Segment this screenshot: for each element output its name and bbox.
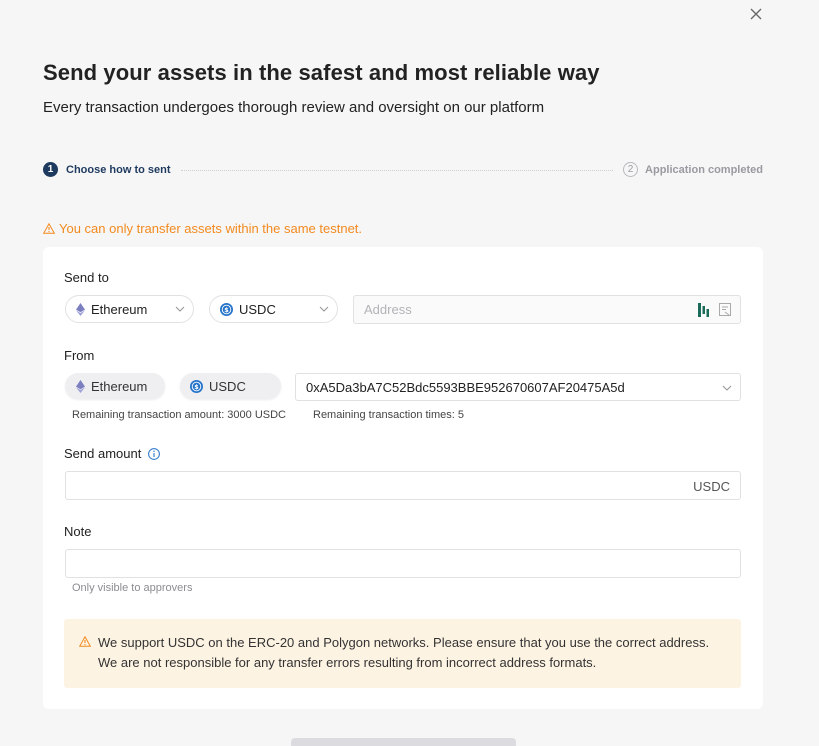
- chevron-down-icon: [722, 383, 732, 393]
- notice-line-2: We are not responsible for any transfer errors resulting from incorrect address formats.: [98, 655, 597, 670]
- warning-icon: [43, 223, 55, 234]
- testnet-warning-text: You can only transfer assets within the same testnet.: [59, 221, 363, 236]
- send-amount-label: Send amount: [64, 446, 142, 461]
- step-1-number: 1: [43, 162, 58, 177]
- submit-button[interactable]: [291, 738, 516, 746]
- send-to-label: Send to: [64, 270, 109, 285]
- close-button[interactable]: [747, 5, 765, 23]
- chevron-down-icon: [319, 304, 329, 314]
- send-amount-label-row: [64, 446, 160, 461]
- from-wallet-select[interactable]: [295, 373, 741, 401]
- page-title: Send your assets in the safest and most reliable way: [43, 60, 600, 85]
- stepper: [43, 162, 763, 180]
- step-2: [623, 162, 763, 177]
- remaining-amount: Remaining transaction amount: 3000 USDC: [72, 409, 287, 421]
- send-to-token-select[interactable]: [209, 295, 338, 323]
- address-placeholder: Address: [364, 302, 412, 317]
- page-subtitle: Every transaction undergoes thorough review and oversight on our platform: [43, 99, 545, 116]
- step-1: [43, 162, 171, 177]
- usdc-icon: [190, 380, 203, 393]
- address-book-icon[interactable]: [698, 303, 710, 320]
- testnet-warning: [43, 221, 362, 236]
- from-label: From: [64, 348, 95, 363]
- send-to-network-value: Ethereum: [91, 301, 148, 317]
- send-form-card: [43, 247, 763, 709]
- usdc-icon: [220, 303, 233, 316]
- warning-icon: [79, 636, 91, 647]
- send-to-network-select[interactable]: [65, 295, 194, 323]
- ethereum-icon: [76, 303, 85, 316]
- send-amount-unit: USDC: [693, 479, 730, 494]
- qr-scan-icon[interactable]: [719, 303, 731, 319]
- ethereum-icon: [76, 380, 85, 393]
- remaining-times: Remaining transaction times: 5: [313, 409, 465, 421]
- notice-line-1: We support USDC on the ERC-20 and Polygon networks. Please ensure that you use the correct address.: [98, 635, 710, 650]
- close-icon: [750, 8, 762, 20]
- from-token-value: USDC: [209, 378, 246, 394]
- info-icon[interactable]: [148, 448, 160, 460]
- send-amount-input[interactable]: [65, 471, 741, 500]
- svg-text:$: $: [224, 305, 229, 314]
- network-notice: [64, 619, 741, 688]
- chevron-down-icon: [175, 304, 185, 314]
- from-wallet-address: 0xA5Da3bA7C52Bdc5593BBE952670607AF20475A5d: [306, 379, 625, 395]
- from-network-chip: [65, 373, 165, 399]
- note-input[interactable]: [65, 549, 741, 578]
- from-network-value: Ethereum: [91, 378, 148, 394]
- address-input[interactable]: [353, 295, 741, 324]
- send-to-token-value: USDC: [239, 301, 276, 317]
- step-connector: [181, 170, 613, 171]
- step-1-label: Choose how to sent: [66, 163, 171, 176]
- svg-text:$: $: [194, 382, 199, 391]
- note-hint: Only visible to approvers: [72, 582, 193, 594]
- from-token-chip: [180, 373, 281, 399]
- step-2-number: 2: [623, 162, 638, 177]
- note-label: Note: [64, 524, 92, 539]
- step-2-label: Application completed: [645, 163, 763, 176]
